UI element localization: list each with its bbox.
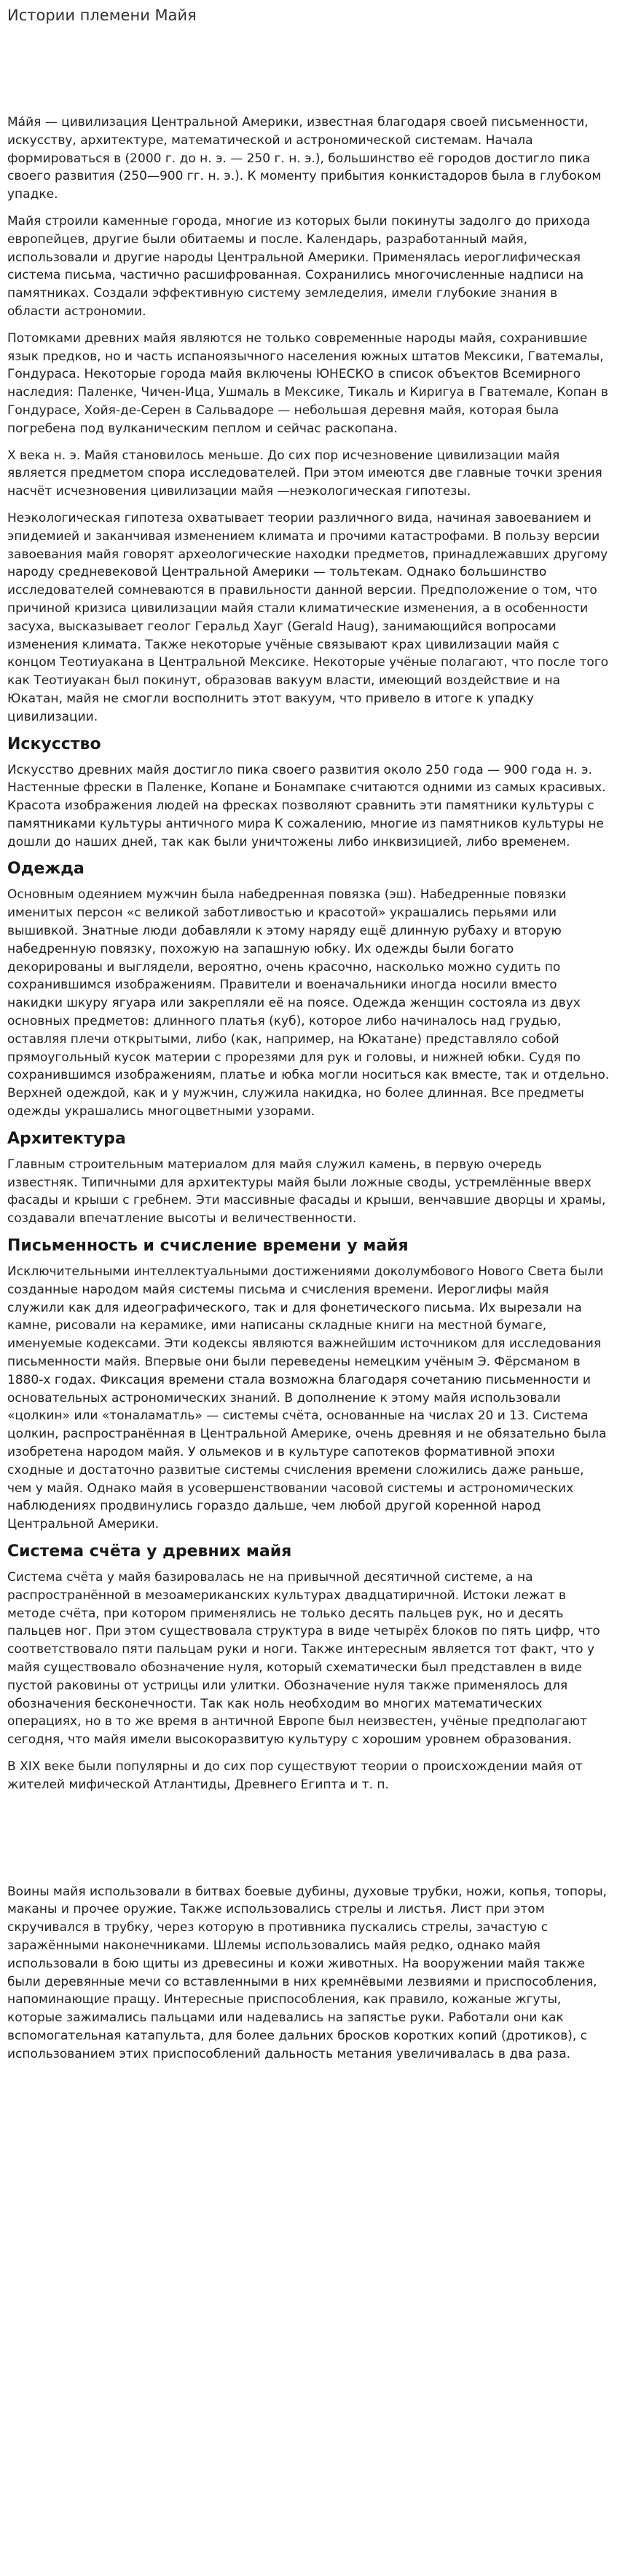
article-body [7,35,610,2064]
intro-paragraph-4: X века н. э. Майя становилось меньше. До сих пор исчезновение цивилизации майя является предметом спора исследователей. При этом имеются две главные точки зрения насчёт исчезновения цивилизации майя —неэкологическая гипотезы. [7,448,602,499]
art-paragraph: Искусство древних майя достигло пика своего развития около 250 года — 900 года н. э. Настенные фрески в Паленке, Копане и Бонампаке считаются одними из самых красивых. Красота изображения людей на фресках позволяют сравнить эти памятники культуры с памятниками культуры античного мира К сожалению, многие из памятников культуры не дошли до наших дней, так как были уничтожены либо инквизицией, либо временем. [7,762,606,849]
intro-paragraph-2: Майя строили каменные города, многие из которых были покинуты задолго до прихода европейцев, другие были обитаемы и после. Календарь, разработанный майя, использовали и другие народы Центральной Америки. Применялась иероглифическая система письма, частично расшифрованная. Сохранились многочисленные надписи на памятниках. Создали эффективную систему земледелия, имели глубокие знания в области астрономии. [7,213,591,319]
writing-heading: Письменность и счисление времени у майя [7,1237,409,1256]
intro-paragraph-5: Неэкологическая гипотеза охватывает теории различного вида, начиная завоеванием и эпидемией и заканчивая изменением климата и прочими катастрофами. В пользу версии завоевания майя говорят археологические находки предметов, принадлежавших другому народу средневековой Центральной Америки — тольтекам. Однако большинство исследователей сомневаются в правильности данной версии. Предположение о том, что причиной кризиса цивилизации майя стали климатические изменения, а в особенности засуха, высказывает геолог Геральд Хауг (Gerald Haug), занимающийся вопросами изменения климата. Также некоторые учёные связывают крах цивилизации майя с концом Теотиуакана в Центральной Мексике. Некоторые учёные полагают, что после того как Теотиуакан был покинут, образовав вакуум власти, имеющий воздействие и на Юкатан, майя не смогли восполнить этот вакуум, что привело в итоге к упадку цивилизации. [7,510,609,724]
counting-paragraph: Система счёта у майя базировалась не на привычной десятичной системе, а на распространённой в мезоамериканских культурах двадцатиричной. Истоки лежат в методе счёта, при котором применялись не только десять пальцев рук, но и десять пальцев ног. При этом существовала структура в виде четырёх блоков по пять цифр, что соответствовало пяти пальцам руки и ноги. Также интересным является тот факт, что у майя существовало обозначение нуля, который схематически был представлен в виде пустой раковины от устрицы или улитки. Обозначение нуля также применялось для обозначения бесконечности. Так как ноль необходим во многих математических операциях, но в то же время в античной Европе был неизвестен, учёные предполагают сегодня, что майя имели высокоразвитую культуру с хорошим уровнем образования. [7,1569,600,1748]
blank-space [7,1803,610,1883]
architecture-heading: Архитектура [7,1129,126,1148]
weapons-paragraph: Воины майя использовали в битвах боевые дубины, духовые трубки, ножи, копья, топоры, маканы и прочее оружие. Также использовались стрелы и листья. Лист при этом скручивался в трубку, через которую в противника пускались стрелы, зачастую с заражёнными наконечниками. Шлемы использовались майя редко, однако майя использовали в бою щиты из древесины и кожи животных. На вооружении майя также были деревянные мечи со вставленными в них кремнёвыми лезвиями и приспособления, напоминающие пращу. Интересные приспособления, как правило, кожаные жгуты, которые зажимались пальцами или надевались на запястье руки. Работали они как вспомогательная катапульта, для более дальних бросков коротких копий (дротиков), с использованием этих приспособлений дальность метания увеличивалась в два раза. [7,1884,607,2061]
theories-paragraph: В XIX веке были популярны и до сих пор существуют теории о происхождении майя от жителей мифической Атлантиды, Древнего Египта и т. п. [7,1759,583,1792]
page-title: Истории племени Майя [7,7,197,24]
intro-paragraph-1: Ма́йя — цивилизация Центральной Америки, известная благодаря своей письменности, искусству, архитектуре, математической и астрономической системам. Начала формироваться в (2000 г. до н. э. — 250 г. н. э.), большинство её городов достигло пика своего развития (250—900 гг. н. э.). К моменту прибытия конкистадоров была в глубоком упадке. [7,115,602,202]
counting-heading: Система счёта у древних майя [7,1542,292,1561]
clothing-paragraph: Основным одеянием мужчин была набедренная повязка (эш). Набедренные повязки именитых персон «с великой заботливостью и красотой» украшались перьями или вышивкой. Знатные люди добавляли к этому наряду ещё длинную рубаху и вторую набедренную повязку, похожую на запашную юбку. Их одежды были богато декорированы и выглядели, вероятно, очень красочно, насколько можно судить по сохранившимся изображениям. Правители и военачальники иногда носили вместо накидки шкуру ягуара или закрепляли её на поясе. Одежда женщин состояла из двух основных предметов: длинного платья (куб), которое либо начиналось над грудью, оставляя плечи открытыми, либо (как, например, на Юкатане) представляло собой прямоугольный кусок материи с прорезями для рук и головы, и нижней юбки. Судя по сохранившимся изображениям, платье и юбка могли носиться как вместе, так и отдельно. Верхней одеждой, как и у мужчин, служила накидка, но более длинная. Все предметы одежды украшались многоцветными узорами. [7,887,610,1119]
writing-paragraph: Исключительными интеллектуальными достижениями доколумбового Нового Света были созданные народом майя системы письма и счисления времени. Иероглифы майя служили как для идеографического, так и для фонетического письма. Их вырезали на камне, рисовали на керамике, ими написаны складные книги на местной бумаге, именуемые кодексами. Эти кодексы являются важнейшим источником для исследования письменности майя. Впервые они были переведены немецким учёным Э. Фёрсманом в 1880-х годах. Фиксация времени стала возможна благодаря сочетанию письменности и основательных астрономических знаний. В дополнение к этому майя использовали «цолкин» или «тоналаматль» — системы счёта, основанные на числах 20 и 13. Система цолкин, распространённая в Центральной Америке, очень древняя и не обязательно была изобретена народом майя. У ольмеков и в культуре сапотеков формативной эпохи сходные и достаточно развитые системы счисления времени сложились даже раньше, чем у майя. Однако майя в усовершенствовании часовой системы и астрономических наблюдениях продвинулись гораздо дальше, чем любой другой коренной народ Центральной Америки. [7,1264,607,1532]
intro-paragraph-3: Потомками древних майя являются не только современные народы майя, сохранившие язык предков, но и часть испаноязычного населения южных штатов Мексики, Гватемалы, Гондураса. Некоторые города майя включены ЮНЕСКО в список объектов Всемирного наследия: Паленке, Чичен-Ица, Ушмаль в Мексике, Тикаль и Киригуа в Гватемале, Копан в Гондурасе, Хойя-де-Серен в Сальвадоре — небольшая деревня майя, которая была погребена под вулканическим пеплом и сейчас раскопана. [7,330,608,436]
art-heading: Искусство [7,734,101,753]
clothing-heading: Одежда [7,860,85,879]
architecture-paragraph: Главным строительным материалом для майя служил камень, в первую очередь известняк. Типичными для архитектуры майя были ложные своды, устремлённые вверх фасады и крыши с гребнем. Эти массивные фасады и крыши, венчавшие дворцы и храмы, создавали впечатление высоты и величественности. [7,1157,606,1226]
